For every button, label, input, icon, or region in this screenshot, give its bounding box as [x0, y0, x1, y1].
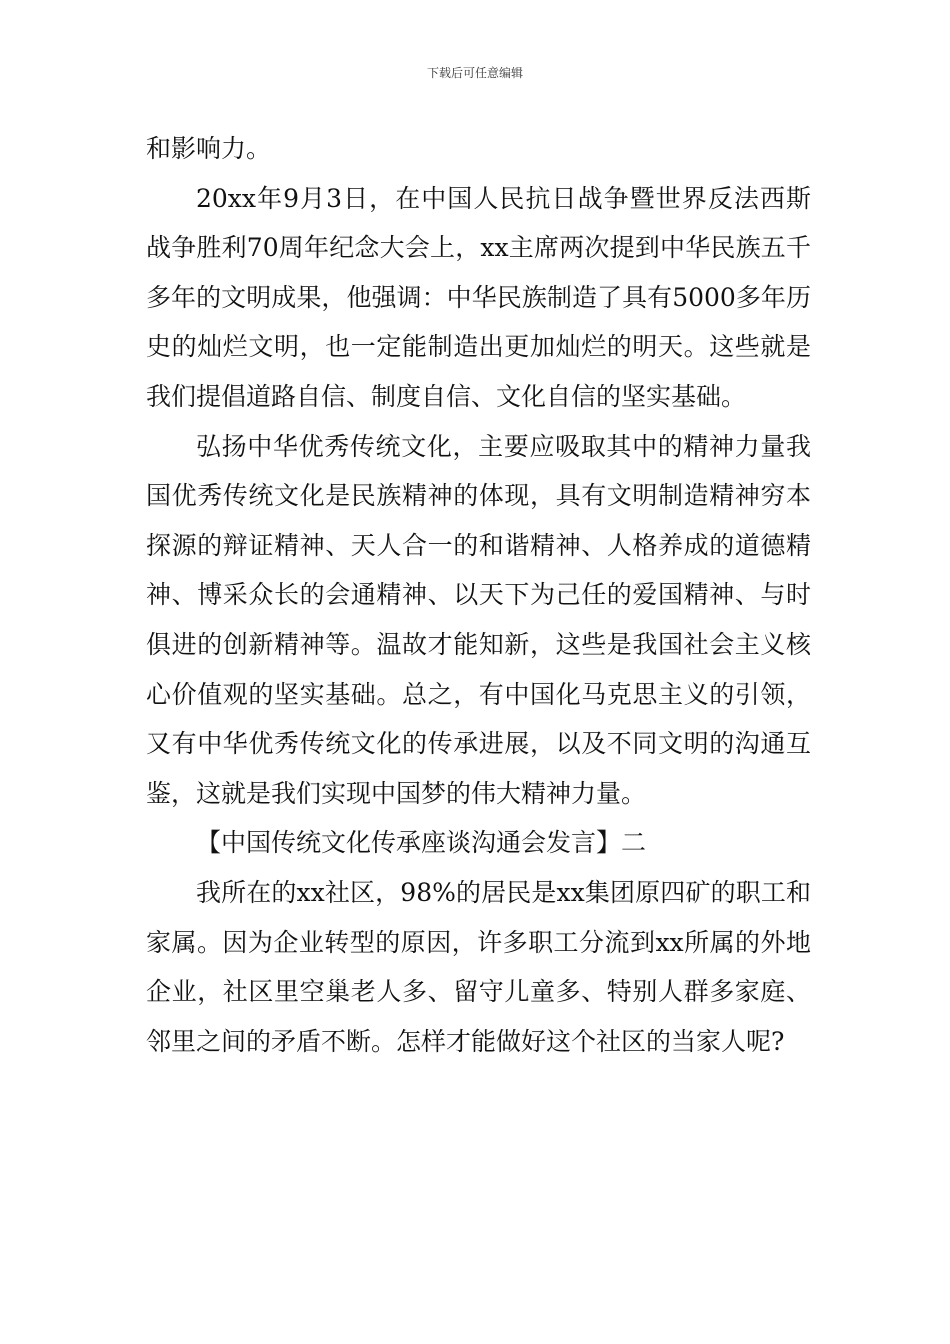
paragraph-spiritual-power: 弘扬中华优秀传统文化，主要应吸取其中的精神力量我国优秀传统文化是民族精神的体现，具有文明制造精神穷本探源的辩证精神、天人合一的和谐精神、人格养成的道德精神、博采众长的会通精神、以天下为己任的爱国精神、与时俱进的创新精神等。温故才能知新，这些是我国社会主义核心价值观的坚实基础。总之，有中国化马克思主义的引领，又有中华优秀传统文化的传承进展，以及不同文明的沟通互鉴，这就是我们实现中国梦的伟大精神力量。 [146, 431, 811, 808]
paragraph-community: 我所在的xx社区，98%的居民是xx集团原四矿的职工和家属。因为企业转型的原因，许多职工分流到xx所属的外地企业，社区里空巢老人多、留守儿童多、特别人群多家庭、邻里之间的矛盾不断。怎样才能做好这个社区的当家人呢? [146, 877, 811, 1056]
section-heading: 【中国传统文化传承座谈沟通会发言】二 [196, 828, 647, 858]
document-body [146, 124, 811, 1066]
paragraph-anniversary: 20xx年9月3日，在中国人民抗日战争暨世界反法西斯战争胜利70周年纪念大会上，xx主席两次提到中华民族五千多年的文明成果，他强调：中华民族制造了具有5000多年历史的灿烂文明，也一定能制造出更加灿烂的明天。这些就是我们提倡道路自信、制度自信、文化自信的坚实基础。 [146, 183, 811, 411]
paragraph-continuation: 和影响力。 [146, 134, 272, 163]
page-header: 下载后可任意编辑 [426, 66, 523, 80]
